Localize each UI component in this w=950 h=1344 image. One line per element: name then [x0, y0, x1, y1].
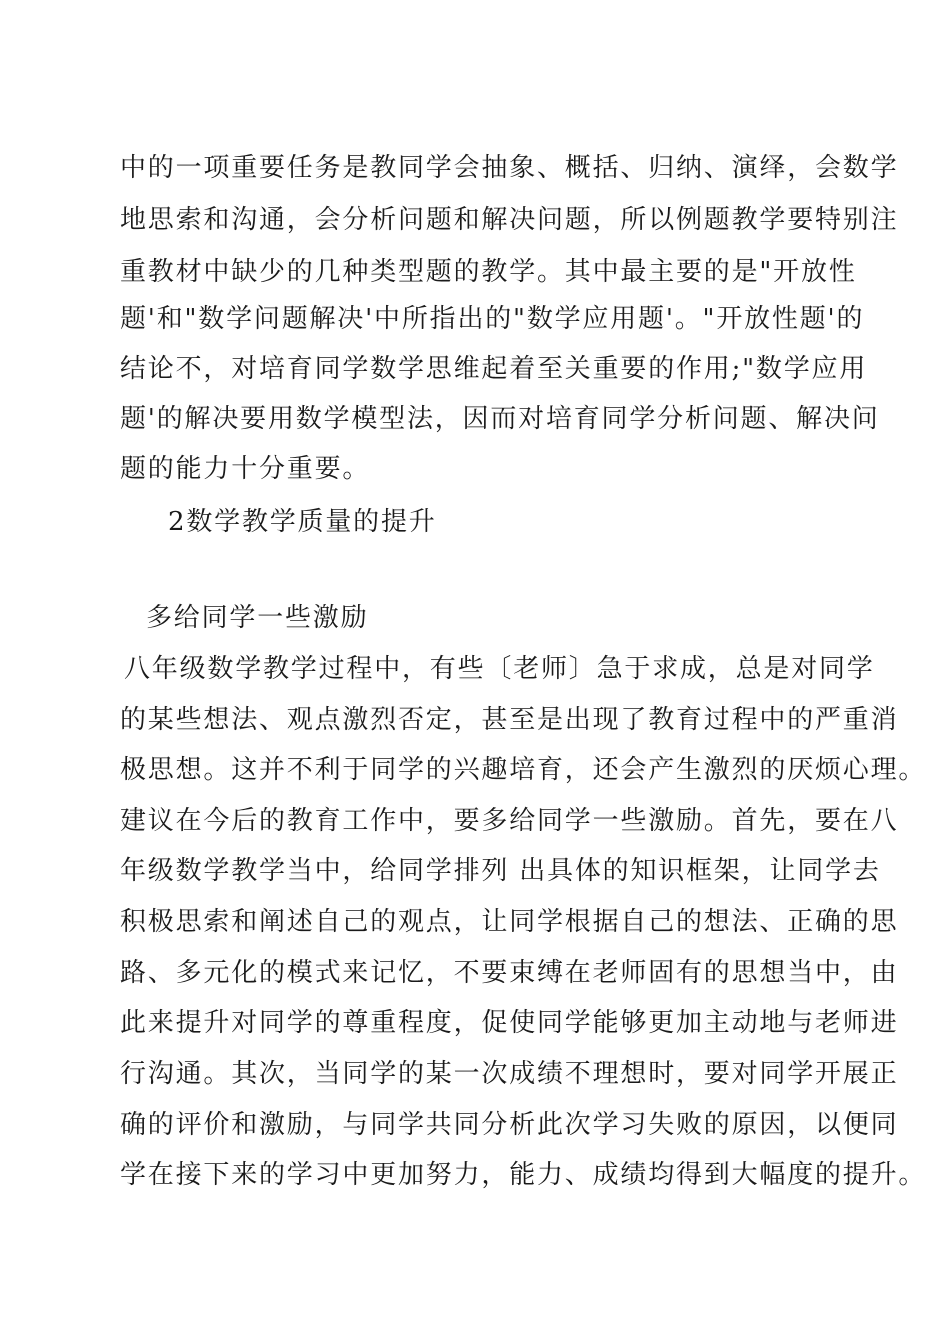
- paragraph-line: 题'和"数学问题解决'中所指出的"数学应用题'。"开放性题'的: [120, 304, 865, 334]
- paragraph-line: 题的能力十分重要。: [120, 454, 371, 484]
- paragraph-line: 的某些想法、观点激烈否定，甚至是出现了教育过程中的严重消: [120, 705, 899, 735]
- paragraph-line: 建议在今后的教育工作中，要多给同学一些激励。首先，要在八: [120, 806, 899, 836]
- paragraph-line: 地思索和沟通，会分析问题和解决问题，所以例题教学要特别注: [120, 205, 899, 235]
- paragraph-line: 此来提升对同学的尊重程度，促使同学能够更加主动地与老师进: [120, 1008, 899, 1038]
- paragraph-line: 确的评价和激励，与同学共同分析此次学习失败的原因，以便同: [120, 1110, 899, 1140]
- paragraph-line: 积极思索和阐述自己的观点，让同学根据自己的想法、正确的思: [120, 907, 899, 937]
- paragraph-line: 行沟通。其次，当同学的某一次成绩不理想时，要对同学开展正: [120, 1059, 899, 1089]
- paragraph-line: 重教材中缺少的几种类型题的教学。其中最主要的是"开放性: [120, 257, 857, 287]
- paragraph-line: 路、多元化的模式来记忆，不要束缚在老师固有的思想当中，由: [120, 958, 899, 988]
- paragraph-line: 学在接下来的学习中更加努力，能力、成绩均得到大幅度的提升。: [120, 1160, 927, 1190]
- section-heading: 2数学教学质量的提升: [168, 507, 437, 537]
- paragraph-line: 结论不，对培育同学数学思维起着至关重要的作用;"数学应用: [120, 354, 868, 384]
- paragraph-line: 中的一项重要任务是教同学会抽象、概括、归纳、演绎，会数学: [120, 153, 899, 183]
- paragraph-line: 八年级数学教学过程中，有些〔老师〕急于求成，总是对同学: [124, 654, 875, 684]
- paragraph-line: 题'的解决要用数学模型法，因而对培育同学分析问题、解决问: [120, 404, 880, 434]
- paragraph-line: 年级数学教学当中，给同学排列 出具体的知识框架，让同学去: [120, 856, 881, 886]
- paragraph-line: 极思想。这并不利于同学的兴趣培育，还会产生激烈的厌烦心理。: [120, 755, 927, 785]
- subheading: 多给同学一些激励: [146, 603, 369, 633]
